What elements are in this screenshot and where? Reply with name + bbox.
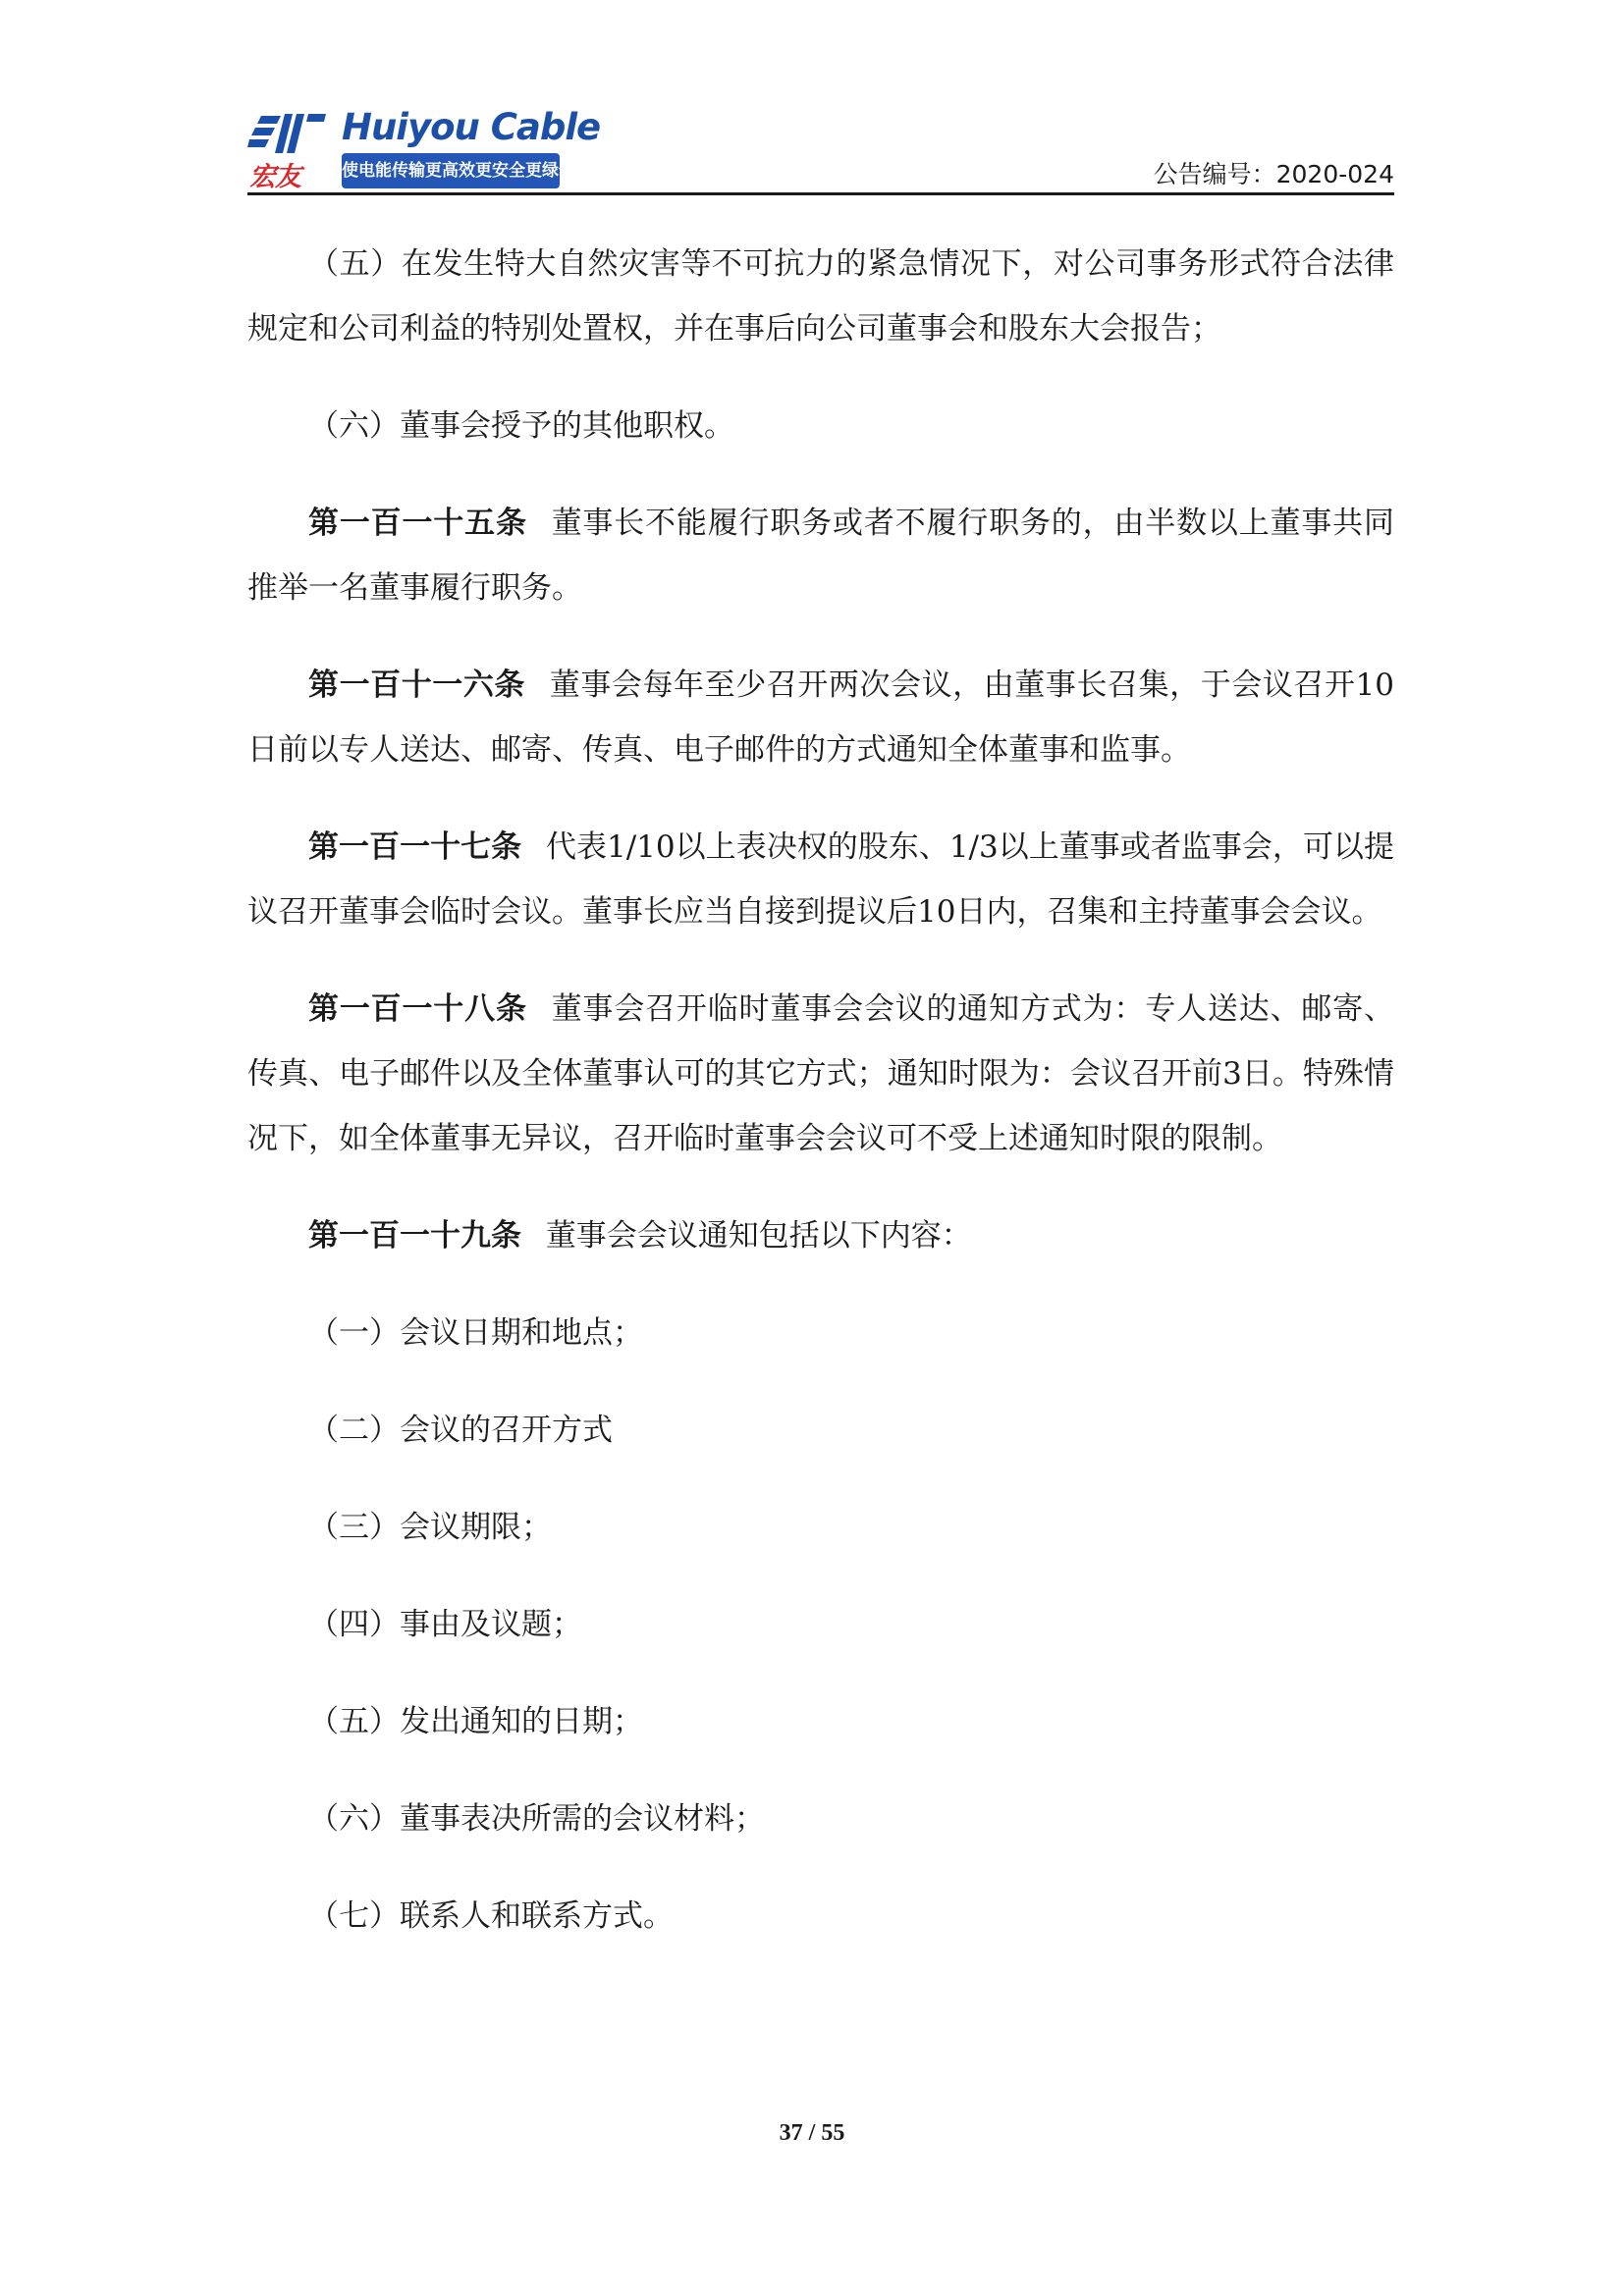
notice-item-5: （五）发出通知的日期； (308, 1704, 643, 1739)
company-logo (247, 106, 601, 194)
logo-english-name: Huiyou Cable (342, 106, 601, 148)
notice-item-4: （四）事由及议题； (308, 1607, 582, 1642)
article-116 (247, 653, 1394, 782)
notice-item-6: （六）董事表决所需的会议材料； (308, 1801, 765, 1837)
announcement-number: 公告编号：2020-024 (1153, 160, 1394, 188)
logo-chinese-name: 宏友 (249, 162, 300, 192)
article-title: 第一百一十九条 (308, 1218, 521, 1254)
clause-item-6: （六）董事会授予的其他职权。 (308, 408, 734, 444)
notice-item-1: （一）会议日期和地点； (308, 1315, 643, 1351)
article-text: 董事会每年至少召开两次会议，由董事长召集，于会议召开10日前以专人送达、邮寄、传真、电子邮件的方式通知全体董事和监事。 (247, 667, 1394, 768)
article-title: 第一百一十五条 (308, 506, 527, 541)
article-119 (247, 1203, 1394, 1268)
article-117 (247, 815, 1394, 944)
article-115 (247, 491, 1394, 620)
page-header (247, 106, 1394, 198)
notice-item-3: （三）会议期限； (308, 1510, 552, 1545)
logo-slogan: 使电能传输更高效更安全更绿色 (342, 153, 560, 188)
article-title: 第一百一十八条 (308, 991, 527, 1027)
notice-item-7: （七）联系人和联系方式。 (308, 1898, 674, 1934)
page-number: 37 / 55 (779, 2120, 845, 2146)
article-title: 第一百十一六条 (308, 667, 525, 703)
notice-item-2: （二）会议的召开方式 (308, 1413, 613, 1448)
article-text: 董事会会议通知包括以下内容： (545, 1218, 972, 1254)
article-118 (247, 977, 1394, 1171)
clause-item-5: （五）在发生特大自然灾害等不可抗力的紧急情况下，对公司事务形式符合法律规定和公司利益的特别处置权，并在事后向公司董事会和股东大会报告； (247, 246, 1394, 347)
article-text: 董事长不能履行职务或者不履行职务的，由半数以上董事共同推举一名董事履行职务。 (247, 506, 1395, 606)
header-divider (247, 192, 1394, 195)
article-title: 第一百一十七条 (308, 829, 522, 865)
article-text: 董事会召开临时董事会会议的通知方式为：专人送达、邮寄、传真、电子邮件以及全体董事认可的其它方式；通知时限为：会议召开前3日。特殊情况下，如全体董事无异议，召开临时董事会会议可不受上述通知时限的限制。 (247, 991, 1395, 1156)
document-body (247, 232, 1394, 1949)
article-text: 代表1/10以上表决权的股东、1/3以上董事或者监事会，可以提议召开董事会临时会议。董事长应当自接到提议后10日内，召集和主持董事会会议。 (247, 829, 1394, 930)
